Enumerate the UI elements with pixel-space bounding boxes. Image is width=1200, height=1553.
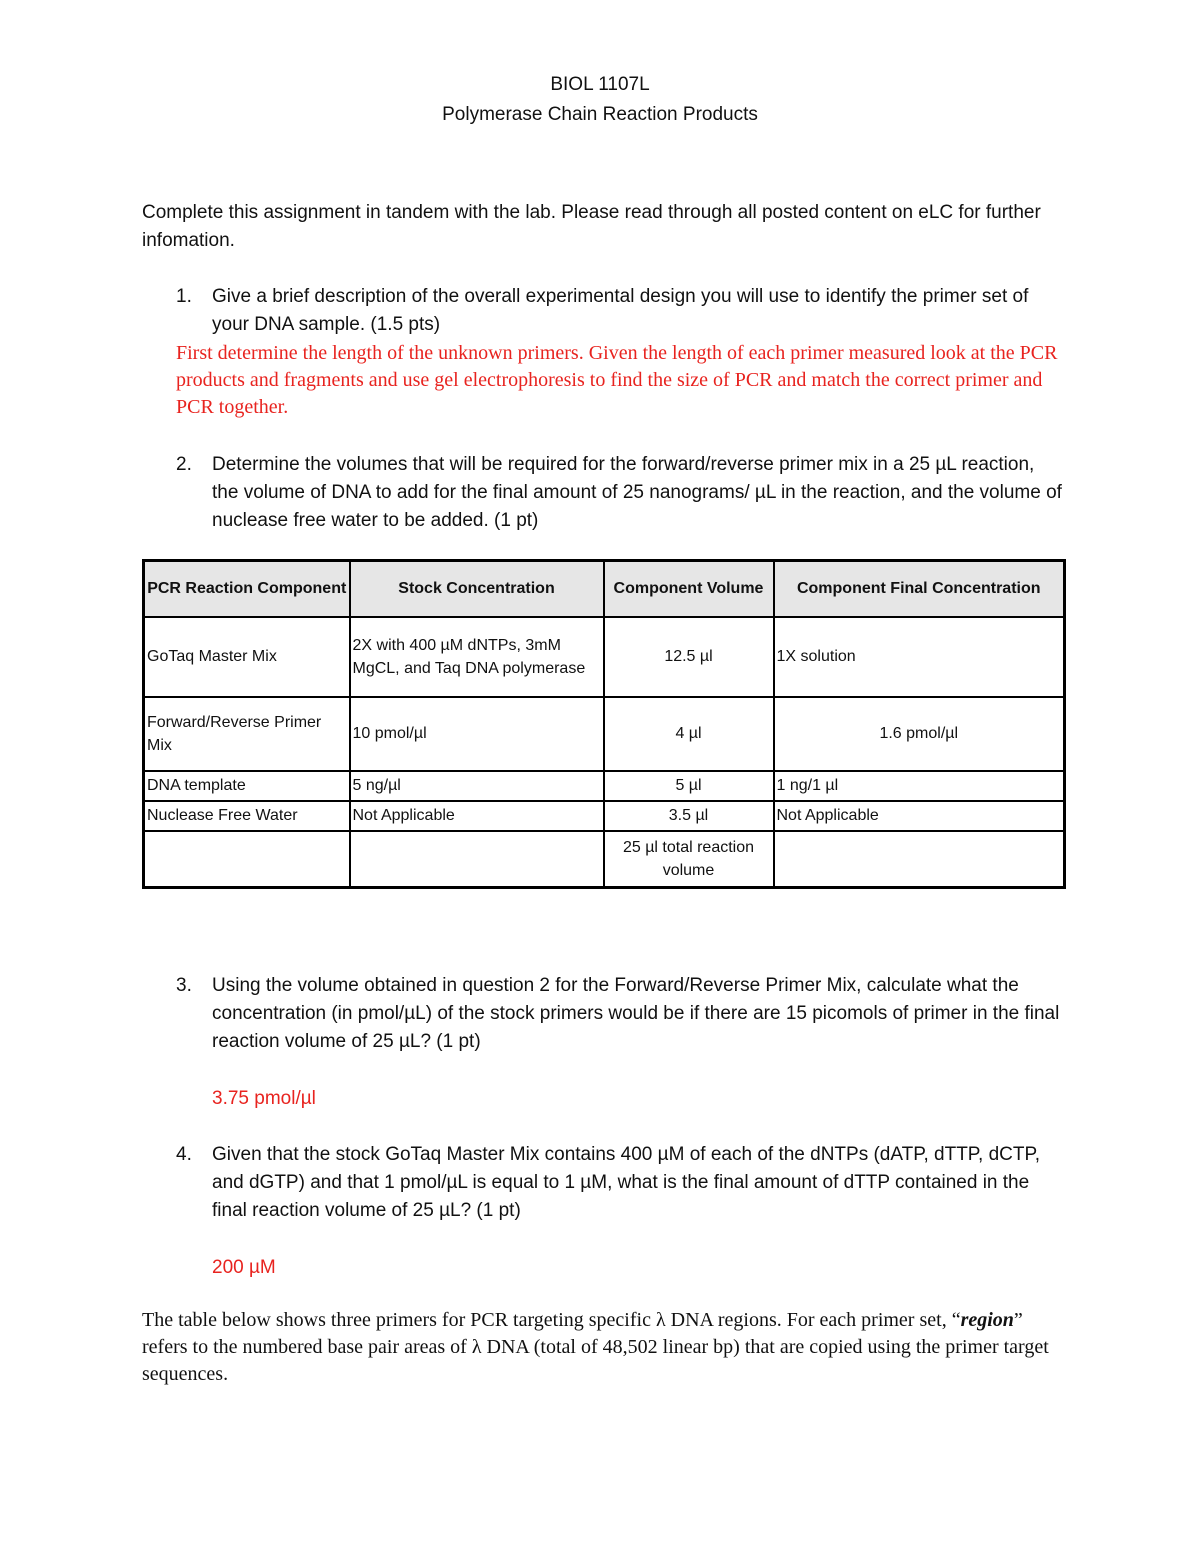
table-cell: [350, 831, 604, 888]
table-cell: 1.6 pmol/µl: [774, 697, 1065, 771]
table-header-cell: Component Volume: [604, 561, 774, 617]
question-3-text: Using the volume obtained in question 2 for the Forward/Reverse Primer Mix, calculate what the concentration (in pmol/µL) of the stock primers would be if there are 15 picomols of primer in the final reaction volume of 25 µL? (1 pt): [212, 975, 1060, 1052]
primer-table-description: [142, 1307, 1062, 1388]
table-cell: Nuclease Free Water: [144, 801, 350, 831]
table-row: [144, 771, 1065, 801]
table-header-row: [144, 561, 1065, 617]
answer-1: First determine the length of the unknown primers. Given the length of each primer measured look at the PCR products and fragments and use gel electrophoresis to find the size of PCR and match the correct primer and PCR together.: [176, 342, 1058, 418]
table-cell: Not Applicable: [350, 801, 604, 831]
intro-paragraph: Complete this assignment in tandem with the lab. Please read through all posted content on eLC for further infomation.: [142, 202, 1041, 251]
table-cell: 4 µl: [604, 697, 774, 771]
table-cell: 5 µl: [604, 771, 774, 801]
table-cell: 5 ng/µl: [350, 771, 604, 801]
answer-4: 200 µM: [212, 1257, 276, 1278]
table-header-cell: Stock Concentration: [350, 561, 604, 617]
table-cell: [144, 831, 350, 888]
question-4-number: 4.: [176, 1144, 192, 1165]
table-cell: 1 ng/1 µl: [774, 771, 1065, 801]
table-cell: 12.5 µl: [604, 617, 774, 697]
table-row: [144, 617, 1065, 697]
pcr-component-table: [142, 559, 1066, 889]
question-2-number: 2.: [176, 454, 192, 475]
table-cell: Forward/Reverse Primer Mix: [144, 697, 350, 771]
table-row: [144, 697, 1065, 771]
table-cell: 3.5 µl: [604, 801, 774, 831]
table-cell: DNA template: [144, 771, 350, 801]
table-cell: 2X with 400 µM dNTPs, 3mM MgCL, and Taq DNA polymerase: [350, 617, 604, 697]
document-title: Polymerase Chain Reaction Products: [442, 104, 758, 125]
table-header-cell: Component Final Concentration: [774, 561, 1065, 617]
question-1-number: 1.: [176, 286, 192, 307]
question-4-text: Given that the stock GoTaq Master Mix contains 400 µM of each of the dNTPs (dATP, dTTP, dCTP, and dGTP) and that 1 pmol/µL is equal to 1 µM, what is the final amount of dTTP contained in the final reaction volume of 25 µL? (1 pt): [212, 1144, 1040, 1221]
table-row: [144, 801, 1065, 831]
table-cell: [774, 831, 1065, 888]
question-1-text: Give a brief description of the overall experimental design you will use to identify the primer set of your DNA sample. (1.5 pts): [212, 286, 1029, 335]
table-header-cell: PCR Reaction Component: [144, 561, 350, 617]
table-cell: GoTaq Master Mix: [144, 617, 350, 697]
table-cell: 10 pmol/µl: [350, 697, 604, 771]
course-code: BIOL 1107L: [550, 74, 650, 95]
table-cell: 25 µl total reaction volume: [604, 831, 774, 888]
table-row: [144, 831, 1065, 888]
closing-text-part2: ” refers to the numbered base pair areas of λ DNA (total of 48,502 linear bp) that are copied using the primer target sequences.: [142, 1309, 1049, 1385]
answer-3: 3.75 pmol/µl: [212, 1088, 316, 1109]
region-term: region: [960, 1309, 1014, 1331]
table-cell: 1X solution: [774, 617, 1065, 697]
question-3-number: 3.: [176, 975, 192, 996]
table-cell: Not Applicable: [774, 801, 1065, 831]
closing-text-part1: The table below shows three primers for PCR targeting specific λ DNA regions. For each primer set, “: [142, 1309, 961, 1331]
question-2-text: Determine the volumes that will be required for the forward/reverse primer mix in a 25 µL reaction, the volume of DNA to add for the final amount of 25 nanograms/ µL in the reaction, and the volume of nuclease free water to be added. (1 pt): [212, 454, 1062, 531]
